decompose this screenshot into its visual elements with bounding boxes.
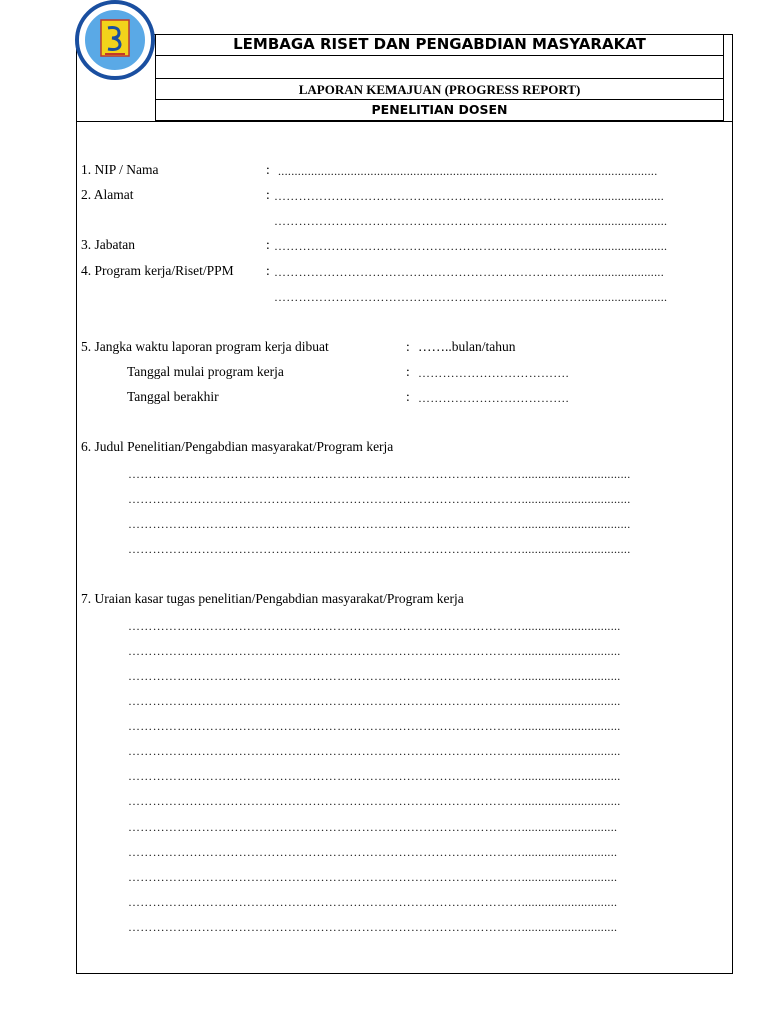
description-fill-line[interactable]: …………………………………………………………………………………….............................. [128,644,621,658]
description-fill-line[interactable]: …………………………………………………………………………………….............................. [128,669,621,683]
program-fill-line[interactable]: …………………………………………………………………......................... [274,265,664,279]
nip-label: 1. NIP / Nama [81,162,159,177]
program-colon: : [266,263,270,278]
jabatan-label: 3. Jabatan [81,237,135,252]
nip-colon: : [266,162,270,177]
alamat-fill-line-2[interactable]: ………………………………………………………………….......................... [274,214,668,228]
start-date-colon: : [406,364,410,379]
title-fill-line[interactable]: ……………………………………………………………………………………................................. [128,467,631,481]
institution-name: LEMBAGA RISET DAN PENGABDIAN MASYARAKAT [233,35,646,53]
institution-header [155,34,724,56]
description-fill-line[interactable]: …………………………………………………………………………………….............................. [128,744,621,758]
period-label: 5. Jangka waktu laporan program kerja dibuat [81,339,329,354]
description-fill-line[interactable]: ……………………………………………………………………………………............................. [128,895,618,909]
title-fill-line[interactable]: ……………………………………………………………………………………................................. [128,542,631,556]
institution-logo-icon [75,0,155,80]
nip-fill-line[interactable]: ................................................................................................................... [278,164,658,178]
alamat-fill-line[interactable]: …………………………………………………………………......................... [274,189,664,203]
start-date-label: Tanggal mulai program kerja [127,364,284,379]
description-fill-line[interactable]: ……………………………………………………………………………………............................. [128,820,618,834]
title-section-label: 6. Judul Penelitian/Pengabdian masyarakat/Program kerja [81,439,394,454]
description-fill-line[interactable]: ……………………………………………………………………………………............................. [128,920,618,934]
end-date-fill-line[interactable]: ………………………………. [418,391,569,405]
start-date-fill-line[interactable]: ………………………………. [418,366,569,380]
header-divider [76,121,733,122]
description-section-label: 7. Uraian kasar tugas penelitian/Pengabdian masyarakat/Program kerja [81,591,464,606]
description-fill-line[interactable]: ……………………………………………………………………………………............................. [128,845,618,859]
header-spacer [155,56,724,78]
program-fill-line-2[interactable]: ………………………………………………………………….......................... [274,290,668,304]
description-fill-line[interactable]: …………………………………………………………………………………….............................. [128,794,621,808]
title-fill-line[interactable]: ……………………………………………………………………………………................................. [128,492,631,506]
description-fill-line[interactable]: …………………………………………………………………………………….............................. [128,769,621,783]
period-value[interactable]: ……..bulan/tahun [418,339,516,354]
alamat-colon: : [266,187,270,202]
title-fill-line[interactable]: ……………………………………………………………………………………................................. [128,517,631,531]
description-fill-line[interactable]: …………………………………………………………………………………….............................. [128,619,621,633]
report-title-box [155,78,724,100]
jabatan-fill-line[interactable]: ………………………………………………………………….......................... [274,239,668,253]
report-subtitle: PENELITIAN DOSEN [371,102,508,117]
program-label: 4. Program kerja/Riset/PPM [81,263,234,278]
description-fill-line[interactable]: ……………………………………………………………………………………............................. [128,870,618,884]
description-fill-line[interactable]: …………………………………………………………………………………….............................. [128,694,621,708]
period-colon: : [406,339,410,354]
end-date-label: Tanggal berakhir [127,389,219,404]
description-fill-line[interactable]: …………………………………………………………………………………….............................. [128,719,621,733]
report-subtitle-box [155,100,724,121]
report-title: LAPORAN KEMAJUAN (PROGRESS REPORT) [298,82,581,97]
jabatan-colon: : [266,237,270,252]
alamat-label: 2. Alamat [81,187,134,202]
end-date-colon: : [406,389,410,404]
